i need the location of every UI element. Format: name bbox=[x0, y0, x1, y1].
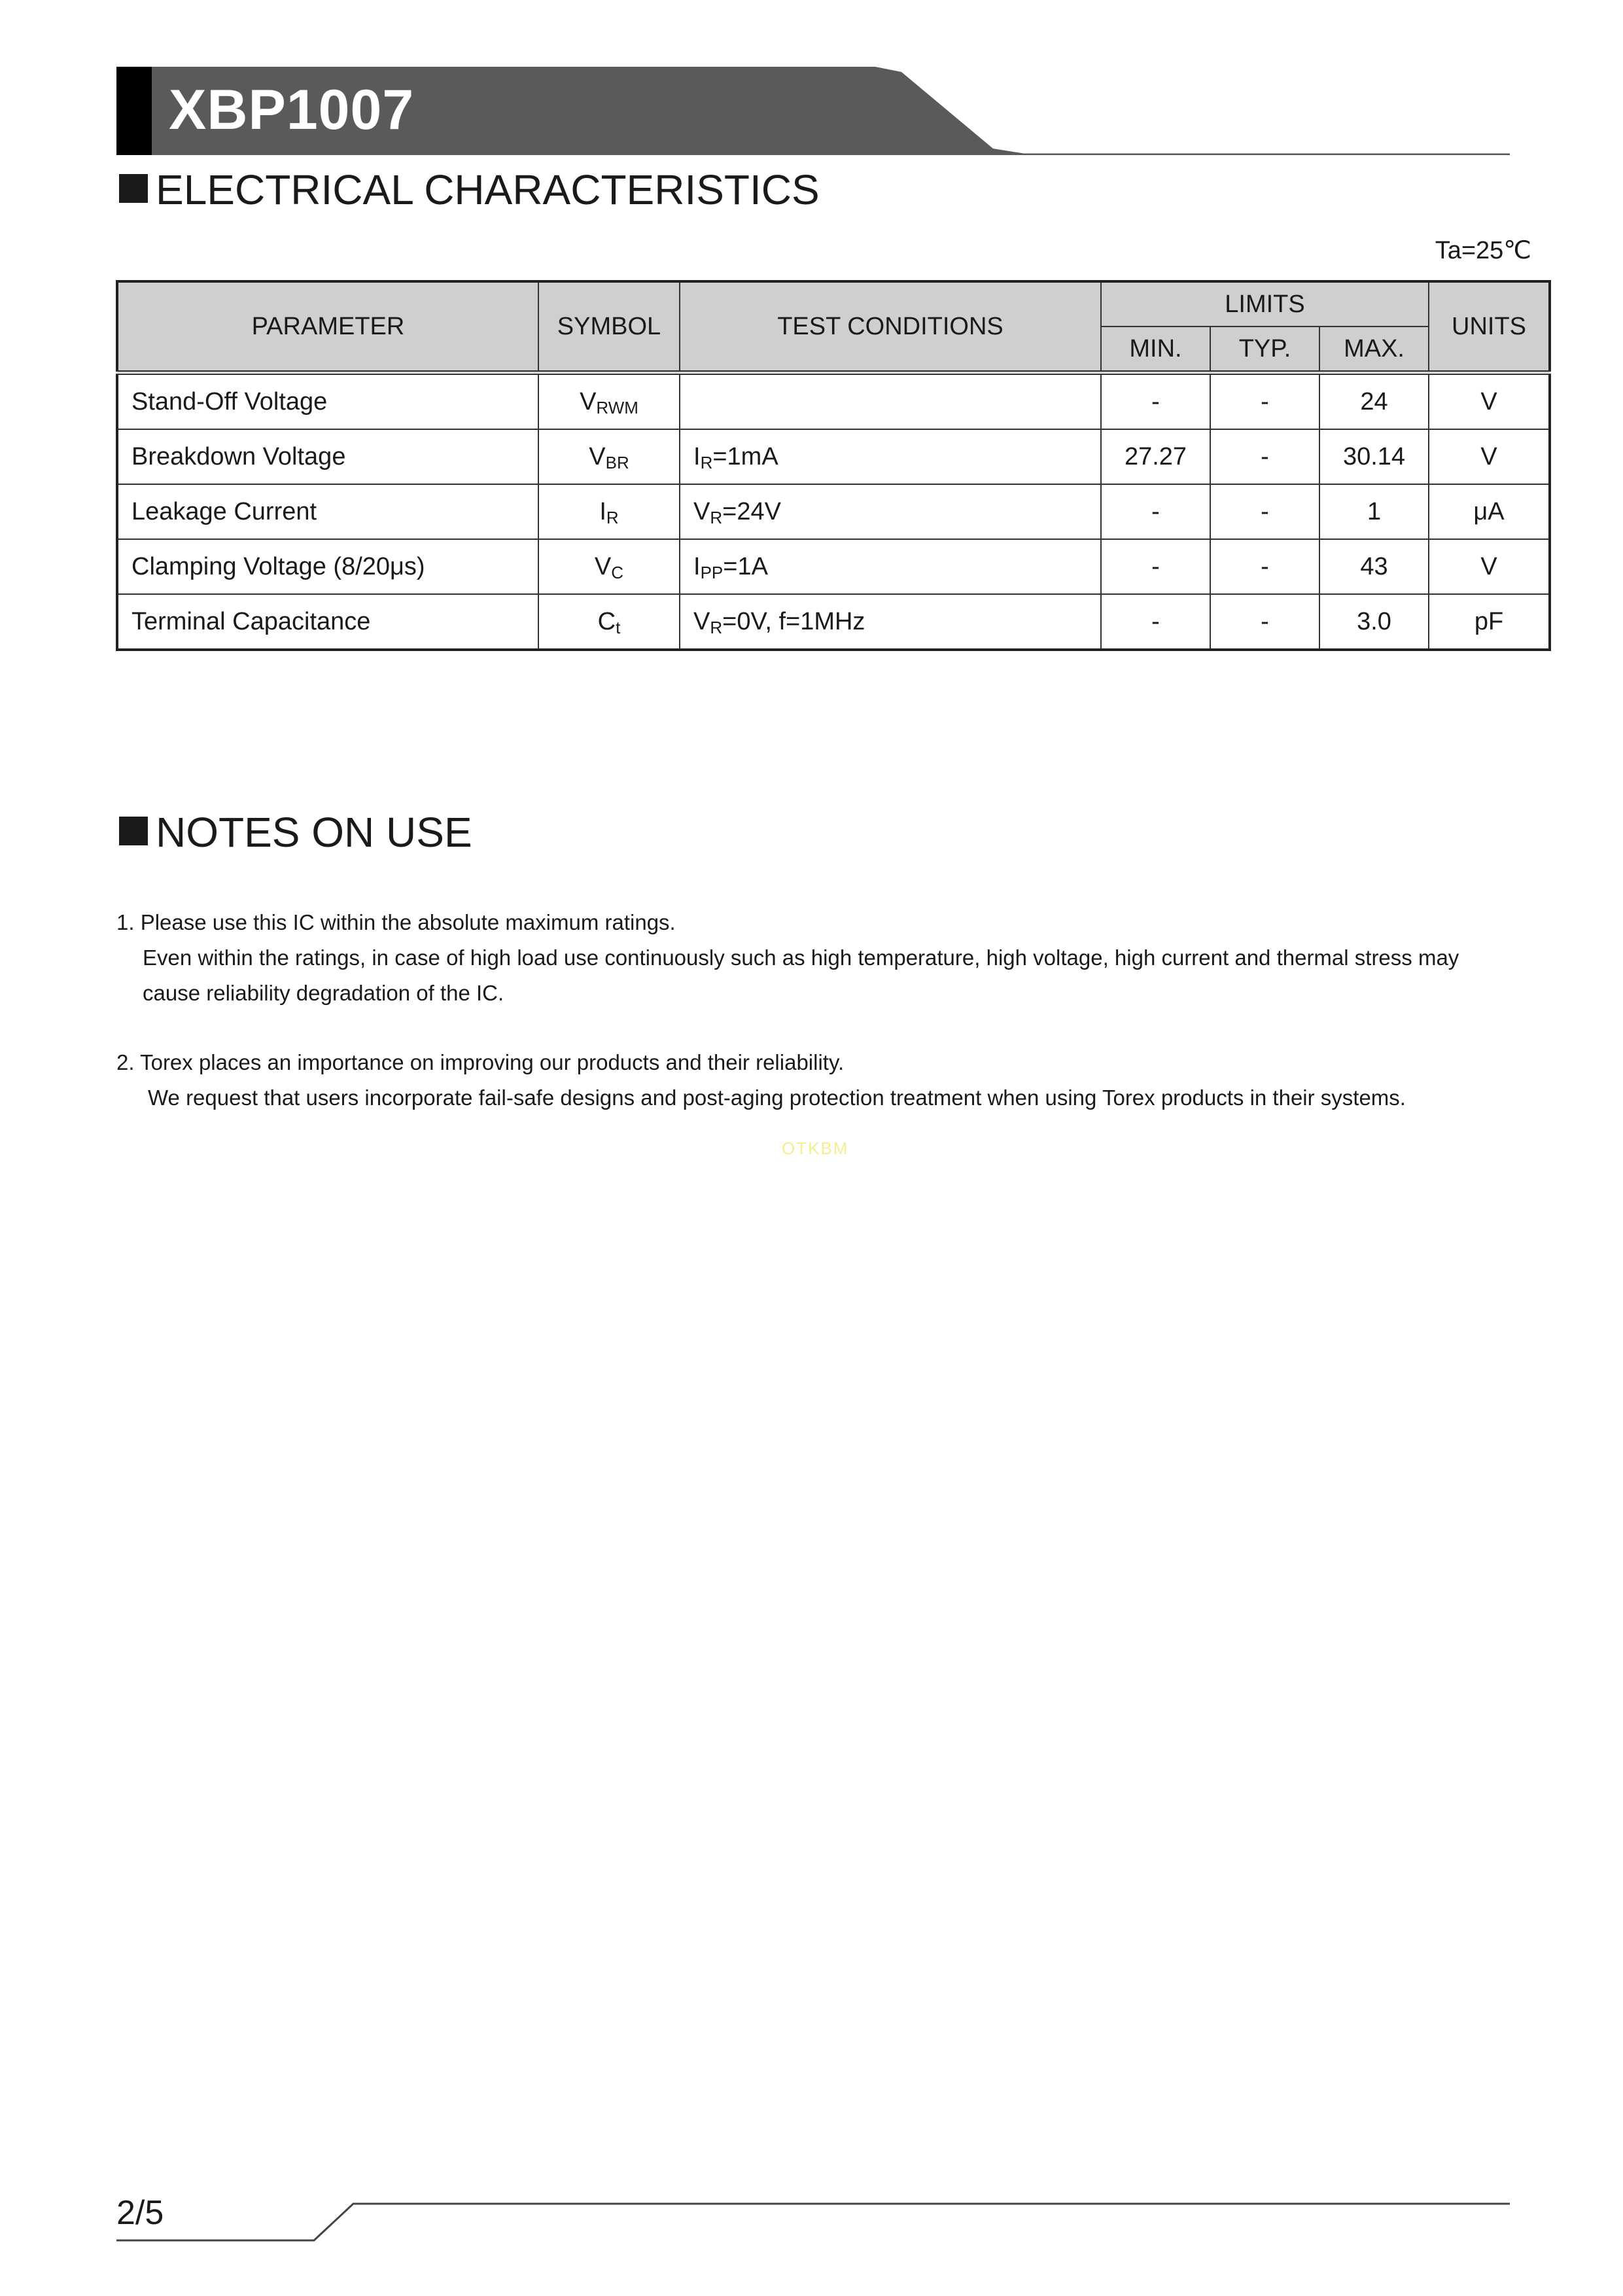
note-line: 1. Please use this IC within the absolute maximum ratings. bbox=[116, 910, 676, 934]
cell-unit: V bbox=[1429, 373, 1550, 430]
note-item bbox=[116, 1045, 1523, 1116]
document-title: XBP1007 bbox=[169, 79, 415, 141]
cell-max: 3.0 bbox=[1319, 594, 1429, 650]
cell-max: 1 bbox=[1319, 484, 1429, 539]
note-item bbox=[116, 905, 1523, 1011]
watermark: OTKBM bbox=[782, 1139, 849, 1158]
cell-max: 43 bbox=[1319, 539, 1429, 594]
cell-unit: pF bbox=[1429, 594, 1550, 650]
cell-unit: V bbox=[1429, 539, 1550, 594]
temperature-condition: Ta=25℃ bbox=[1435, 237, 1531, 264]
footer-rule bbox=[0, 2185, 1623, 2244]
cell-parameter: Terminal Capacitance bbox=[117, 594, 538, 650]
cell-symbol: $V_{BR}$ bbox=[538, 429, 680, 484]
cell-symbol: $V_C$ bbox=[538, 539, 680, 594]
cell-typ: - bbox=[1210, 429, 1319, 484]
header-units: UNITS bbox=[1429, 281, 1550, 373]
cell-min: - bbox=[1101, 539, 1210, 594]
cell-unit: μA bbox=[1429, 484, 1550, 539]
header-max: MAX. bbox=[1319, 327, 1429, 373]
note-line: Even within the ratings, in case of high load use continuously such as high temperature, high voltage, high current and thermal stress may bbox=[143, 945, 1459, 970]
electrical-characteristics-table bbox=[116, 280, 1551, 651]
cell-min: - bbox=[1101, 373, 1210, 430]
header-min: MIN. bbox=[1101, 327, 1210, 373]
cell-symbol: $C_t$ bbox=[538, 594, 680, 650]
cell-test-condition: $I_R=1mA$ bbox=[680, 429, 1101, 484]
cell-parameter: Stand-Off Voltage bbox=[117, 373, 538, 430]
cell-max: 30.14 bbox=[1319, 429, 1429, 484]
electrical-characteristics-heading bbox=[119, 164, 820, 216]
cell-test-condition: $V_R=0V$, f=1MHz bbox=[680, 594, 1101, 650]
heading-text: NOTES ON USE bbox=[156, 809, 472, 856]
table-row bbox=[117, 594, 1550, 650]
cell-typ: - bbox=[1210, 594, 1319, 650]
table-row bbox=[117, 539, 1550, 594]
cell-test-condition bbox=[680, 373, 1101, 430]
cell-max: 24 bbox=[1319, 373, 1429, 430]
cell-typ: - bbox=[1210, 484, 1319, 539]
cell-typ: - bbox=[1210, 539, 1319, 594]
header-parameter: PARAMETER bbox=[117, 281, 538, 373]
cell-min: 27.27 bbox=[1101, 429, 1210, 484]
cell-parameter: Leakage Current bbox=[117, 484, 538, 539]
page-number: 2/5 bbox=[116, 2194, 164, 2232]
header-typ: TYP. bbox=[1210, 327, 1319, 373]
table-row bbox=[117, 373, 1550, 430]
cell-parameter: Clamping Voltage (8/20μs) bbox=[117, 539, 538, 594]
heading-text: ELECTRICAL CHARACTERISTICS bbox=[156, 166, 820, 213]
cell-min: - bbox=[1101, 594, 1210, 650]
cell-unit: V bbox=[1429, 429, 1550, 484]
cell-symbol: $V_{RWM}$ bbox=[538, 373, 680, 430]
cell-parameter: Breakdown Voltage bbox=[117, 429, 538, 484]
square-bullet-icon bbox=[119, 817, 148, 845]
note-line: We request that users incorporate fail-safe designs and post-aging protection treatment when using Torex products in their systems. bbox=[148, 1086, 1406, 1110]
note-line: cause reliability degradation of the IC. bbox=[143, 981, 504, 1005]
header-test-conditions: TEST CONDITIONS bbox=[680, 281, 1101, 373]
square-bullet-icon bbox=[119, 174, 148, 203]
header-symbol: SYMBOL bbox=[538, 281, 680, 373]
cell-test-condition: $V_R=24V$ bbox=[680, 484, 1101, 539]
note-line: 2. Torex places an importance on improving our products and their reliability. bbox=[116, 1050, 845, 1074]
notes-on-use-heading bbox=[119, 806, 472, 858]
cell-test-condition: $I_{PP}=1A$ bbox=[680, 539, 1101, 594]
cell-typ: - bbox=[1210, 373, 1319, 430]
header-limits: LIMITS bbox=[1101, 281, 1429, 327]
cell-min: - bbox=[1101, 484, 1210, 539]
cell-symbol: $I_R$ bbox=[538, 484, 680, 539]
table-row bbox=[117, 429, 1550, 484]
table-row bbox=[117, 484, 1550, 539]
